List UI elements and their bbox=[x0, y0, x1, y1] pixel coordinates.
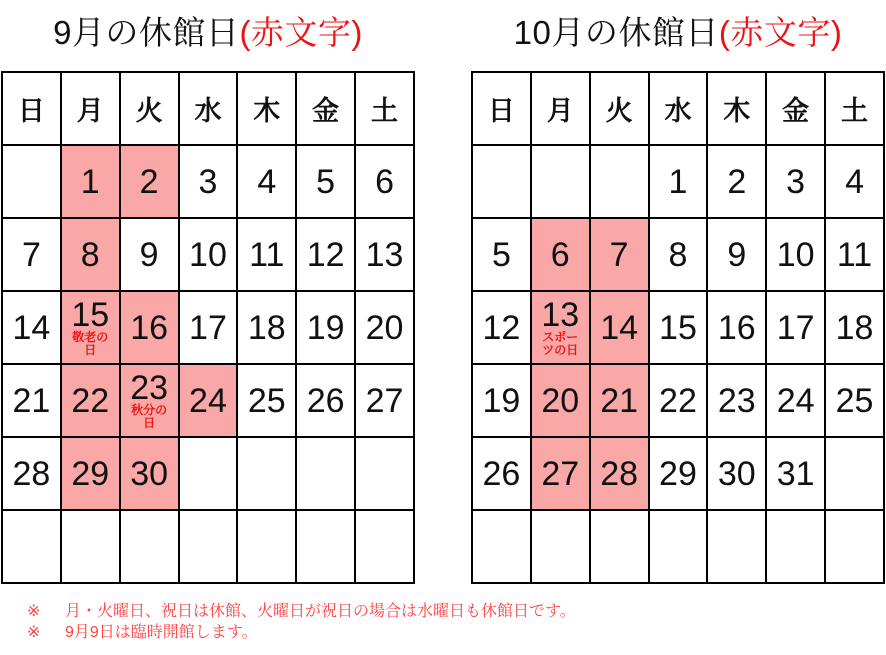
day-cell-september-7 bbox=[2, 218, 61, 291]
day-cell-october-7 bbox=[590, 218, 649, 291]
day-cell-september-26 bbox=[296, 364, 355, 437]
day-number: 12 bbox=[306, 235, 345, 274]
day-cell-october-9 bbox=[707, 218, 766, 291]
day-number: 15 bbox=[659, 308, 697, 347]
calendar-october-title bbox=[471, 12, 885, 54]
week-row bbox=[472, 364, 884, 437]
weekday-header-cell: 金 bbox=[766, 72, 825, 145]
calendar-october bbox=[471, 12, 885, 584]
day-number: 12 bbox=[482, 308, 521, 347]
empty-day-cell bbox=[120, 510, 179, 583]
day-number: 26 bbox=[482, 454, 521, 493]
day-number: 29 bbox=[659, 454, 697, 493]
weekday-header-cell: 火 bbox=[120, 72, 179, 145]
holiday-label: 秋分の 日 bbox=[131, 403, 168, 430]
day-number: 17 bbox=[776, 308, 815, 347]
day-cell-october-11 bbox=[825, 218, 884, 291]
empty-day-cell bbox=[2, 145, 61, 218]
weekday-header-cell: 日 bbox=[472, 72, 531, 145]
day-number: 11 bbox=[249, 235, 285, 274]
empty-day-cell bbox=[766, 510, 825, 583]
day-number: 20 bbox=[541, 381, 580, 420]
weekday-header-cell: 木 bbox=[237, 72, 296, 145]
empty-day-cell bbox=[179, 437, 238, 510]
day-cell-september-29 bbox=[61, 437, 120, 510]
day-cell-october-12 bbox=[472, 291, 531, 364]
day-number: 5 bbox=[491, 235, 511, 274]
day-cell-september-30 bbox=[120, 437, 179, 510]
day-cell-october-5 bbox=[472, 218, 531, 291]
day-cell-september-23 bbox=[120, 364, 179, 437]
calendar-september-title-red-note: (赤文字) bbox=[239, 14, 363, 51]
day-number: 7 bbox=[609, 235, 629, 274]
weekday-header-cell: 水 bbox=[649, 72, 708, 145]
day-number: 30 bbox=[130, 454, 169, 493]
day-cell-september-16 bbox=[120, 291, 179, 364]
footnote-closure-rule bbox=[0, 601, 886, 622]
empty-day-cell bbox=[590, 145, 649, 218]
day-cell-september-11 bbox=[237, 218, 296, 291]
week-row bbox=[2, 291, 414, 364]
weekday-header-cell: 水 bbox=[179, 72, 238, 145]
day-cell-september-4 bbox=[237, 145, 296, 218]
weekday-header-cell: 土 bbox=[355, 72, 414, 145]
week-row bbox=[2, 437, 414, 510]
day-number: 14 bbox=[600, 308, 639, 347]
day-number: 4 bbox=[845, 162, 864, 201]
day-number: 31 bbox=[776, 454, 815, 493]
empty-day-cell bbox=[296, 510, 355, 583]
day-number: 23 bbox=[130, 369, 169, 407]
day-number: 28 bbox=[600, 454, 639, 493]
calendar-october-grid bbox=[471, 71, 885, 584]
footnotes bbox=[0, 601, 886, 643]
day-cell-october-23 bbox=[707, 364, 766, 437]
empty-day-cell bbox=[590, 510, 649, 583]
day-number: 2 bbox=[139, 162, 159, 201]
holiday-label: 敬老の 日 bbox=[72, 330, 109, 357]
day-cell-september-19 bbox=[296, 291, 355, 364]
week-row bbox=[472, 145, 884, 218]
day-number: 19 bbox=[482, 381, 521, 420]
day-number: 20 bbox=[365, 308, 404, 347]
day-number: 26 bbox=[306, 381, 345, 420]
day-number: 5 bbox=[316, 162, 336, 201]
day-cell-october-16 bbox=[707, 291, 766, 364]
day-cell-september-21 bbox=[2, 364, 61, 437]
day-cell-october-24 bbox=[766, 364, 825, 437]
day-cell-october-31 bbox=[766, 437, 825, 510]
day-cell-september-10 bbox=[179, 218, 238, 291]
calendar-september-grid bbox=[1, 71, 415, 584]
day-number: 10 bbox=[776, 235, 815, 274]
day-number: 8 bbox=[80, 235, 100, 274]
day-cell-october-4 bbox=[825, 145, 884, 218]
day-cell-october-15 bbox=[649, 291, 708, 364]
week-row bbox=[472, 218, 884, 291]
day-number: 3 bbox=[198, 162, 218, 201]
day-number: 3 bbox=[786, 162, 806, 201]
day-cell-october-20 bbox=[531, 364, 590, 437]
day-number: 25 bbox=[835, 381, 874, 420]
day-cell-september-27 bbox=[355, 364, 414, 437]
footnote-text: 月・火曜日、祝日は休館、火曜日が祝日の場合は水曜日も休館日です。 bbox=[65, 603, 576, 620]
calendar-september-title bbox=[1, 12, 415, 54]
empty-day-cell bbox=[355, 437, 414, 510]
day-cell-october-22 bbox=[649, 364, 708, 437]
day-cell-october-13 bbox=[531, 291, 590, 364]
weekday-header-cell: 月 bbox=[61, 72, 120, 145]
day-number: 11 bbox=[836, 235, 873, 274]
empty-day-cell bbox=[472, 510, 531, 583]
calendar-september-title-text: 9月の休館日 bbox=[53, 14, 240, 51]
day-number: 13 bbox=[365, 235, 404, 274]
day-number: 21 bbox=[600, 381, 639, 420]
day-cell-september-15 bbox=[61, 291, 120, 364]
footnote-marker: ※ bbox=[27, 624, 41, 641]
day-cell-october-25 bbox=[825, 364, 884, 437]
day-cell-september-20 bbox=[355, 291, 414, 364]
day-number: 23 bbox=[717, 381, 756, 420]
day-number: 18 bbox=[247, 308, 286, 347]
day-cell-october-14 bbox=[590, 291, 649, 364]
day-cell-october-17 bbox=[766, 291, 825, 364]
day-cell-october-19 bbox=[472, 364, 531, 437]
day-cell-october-3 bbox=[766, 145, 825, 218]
weekday-header-cell: 火 bbox=[590, 72, 649, 145]
day-cell-october-2 bbox=[707, 145, 766, 218]
day-cell-october-26 bbox=[472, 437, 531, 510]
empty-day-cell bbox=[531, 510, 590, 583]
day-cell-september-25 bbox=[237, 364, 296, 437]
day-number: 10 bbox=[189, 235, 227, 274]
day-number: 1 bbox=[668, 162, 688, 201]
day-cell-september-24 bbox=[179, 364, 238, 437]
day-cell-october-1 bbox=[649, 145, 708, 218]
footnote-marker: ※ bbox=[27, 603, 41, 620]
day-number: 19 bbox=[306, 308, 345, 347]
day-number: 29 bbox=[71, 454, 110, 493]
empty-day-cell bbox=[825, 437, 884, 510]
day-cell-october-27 bbox=[531, 437, 590, 510]
day-cell-september-22 bbox=[61, 364, 120, 437]
day-number: 16 bbox=[717, 308, 756, 347]
week-row bbox=[472, 437, 884, 510]
week-row bbox=[472, 510, 884, 583]
footnote-special-opening bbox=[0, 622, 886, 643]
weekday-header-row bbox=[472, 72, 884, 145]
holiday-label: スポー ツの日 bbox=[542, 330, 579, 357]
empty-day-cell bbox=[472, 145, 531, 218]
day-cell-september-17 bbox=[179, 291, 238, 364]
empty-day-cell bbox=[707, 510, 766, 583]
empty-day-cell bbox=[825, 510, 884, 583]
day-number: 6 bbox=[550, 235, 570, 274]
day-number: 2 bbox=[727, 162, 747, 201]
day-number: 9 bbox=[139, 235, 159, 274]
weekday-header-row bbox=[2, 72, 414, 145]
day-cell-october-18 bbox=[825, 291, 884, 364]
empty-day-cell bbox=[179, 510, 238, 583]
calendar-september bbox=[1, 12, 415, 584]
week-row bbox=[472, 291, 884, 364]
day-cell-october-29 bbox=[649, 437, 708, 510]
day-number: 9 bbox=[727, 235, 747, 274]
day-cell-october-6 bbox=[531, 218, 590, 291]
day-cell-september-12 bbox=[296, 218, 355, 291]
day-number: 13 bbox=[541, 296, 580, 334]
calendar-october-title-text: 10月の休館日 bbox=[513, 14, 719, 51]
weekday-header-cell: 日 bbox=[2, 72, 61, 145]
day-cell-september-1 bbox=[61, 145, 120, 218]
day-number: 28 bbox=[12, 454, 51, 493]
empty-day-cell bbox=[237, 510, 296, 583]
empty-day-cell bbox=[2, 510, 61, 583]
calendar-october-title-red-note: (赤文字) bbox=[718, 14, 843, 51]
day-number: 30 bbox=[717, 454, 756, 493]
day-number: 27 bbox=[541, 454, 580, 493]
day-cell-october-28 bbox=[590, 437, 649, 510]
empty-day-cell bbox=[296, 437, 355, 510]
day-cell-september-8 bbox=[61, 218, 120, 291]
empty-day-cell bbox=[649, 510, 708, 583]
day-cell-september-18 bbox=[237, 291, 296, 364]
week-row bbox=[2, 145, 414, 218]
empty-day-cell bbox=[531, 145, 590, 218]
day-cell-september-3 bbox=[179, 145, 238, 218]
day-cell-september-28 bbox=[2, 437, 61, 510]
day-cell-september-6 bbox=[355, 145, 414, 218]
day-number: 4 bbox=[257, 162, 277, 201]
day-number: 24 bbox=[776, 381, 815, 420]
day-number: 22 bbox=[71, 381, 110, 420]
day-number: 27 bbox=[365, 381, 404, 420]
week-row bbox=[2, 218, 414, 291]
day-number: 25 bbox=[247, 381, 286, 420]
weekday-header-cell: 金 bbox=[296, 72, 355, 145]
empty-day-cell bbox=[237, 437, 296, 510]
day-number: 17 bbox=[189, 308, 227, 347]
day-number: 21 bbox=[12, 381, 51, 420]
day-number: 22 bbox=[659, 381, 697, 420]
day-number: 24 bbox=[189, 381, 227, 420]
empty-day-cell bbox=[355, 510, 414, 583]
week-row bbox=[2, 510, 414, 583]
day-cell-october-8 bbox=[649, 218, 708, 291]
day-number: 7 bbox=[21, 235, 41, 274]
day-cell-october-30 bbox=[707, 437, 766, 510]
day-number: 18 bbox=[835, 308, 874, 347]
empty-day-cell bbox=[61, 510, 120, 583]
day-cell-september-14 bbox=[2, 291, 61, 364]
day-number: 8 bbox=[668, 235, 688, 274]
weekday-header-cell: 月 bbox=[531, 72, 590, 145]
day-cell-september-9 bbox=[120, 218, 179, 291]
day-cell-september-5 bbox=[296, 145, 355, 218]
day-cell-september-13 bbox=[355, 218, 414, 291]
week-row bbox=[2, 364, 414, 437]
day-number: 14 bbox=[12, 308, 51, 347]
weekday-header-cell: 土 bbox=[825, 72, 884, 145]
day-number: 6 bbox=[375, 162, 394, 201]
day-cell-october-21 bbox=[590, 364, 649, 437]
day-number: 15 bbox=[71, 296, 110, 334]
weekday-header-cell: 木 bbox=[707, 72, 766, 145]
day-number: 16 bbox=[130, 308, 169, 347]
day-cell-october-10 bbox=[766, 218, 825, 291]
footnote-text: 9月9日は臨時開館します。 bbox=[65, 624, 258, 641]
day-number: 1 bbox=[80, 162, 100, 201]
day-cell-september-2 bbox=[120, 145, 179, 218]
